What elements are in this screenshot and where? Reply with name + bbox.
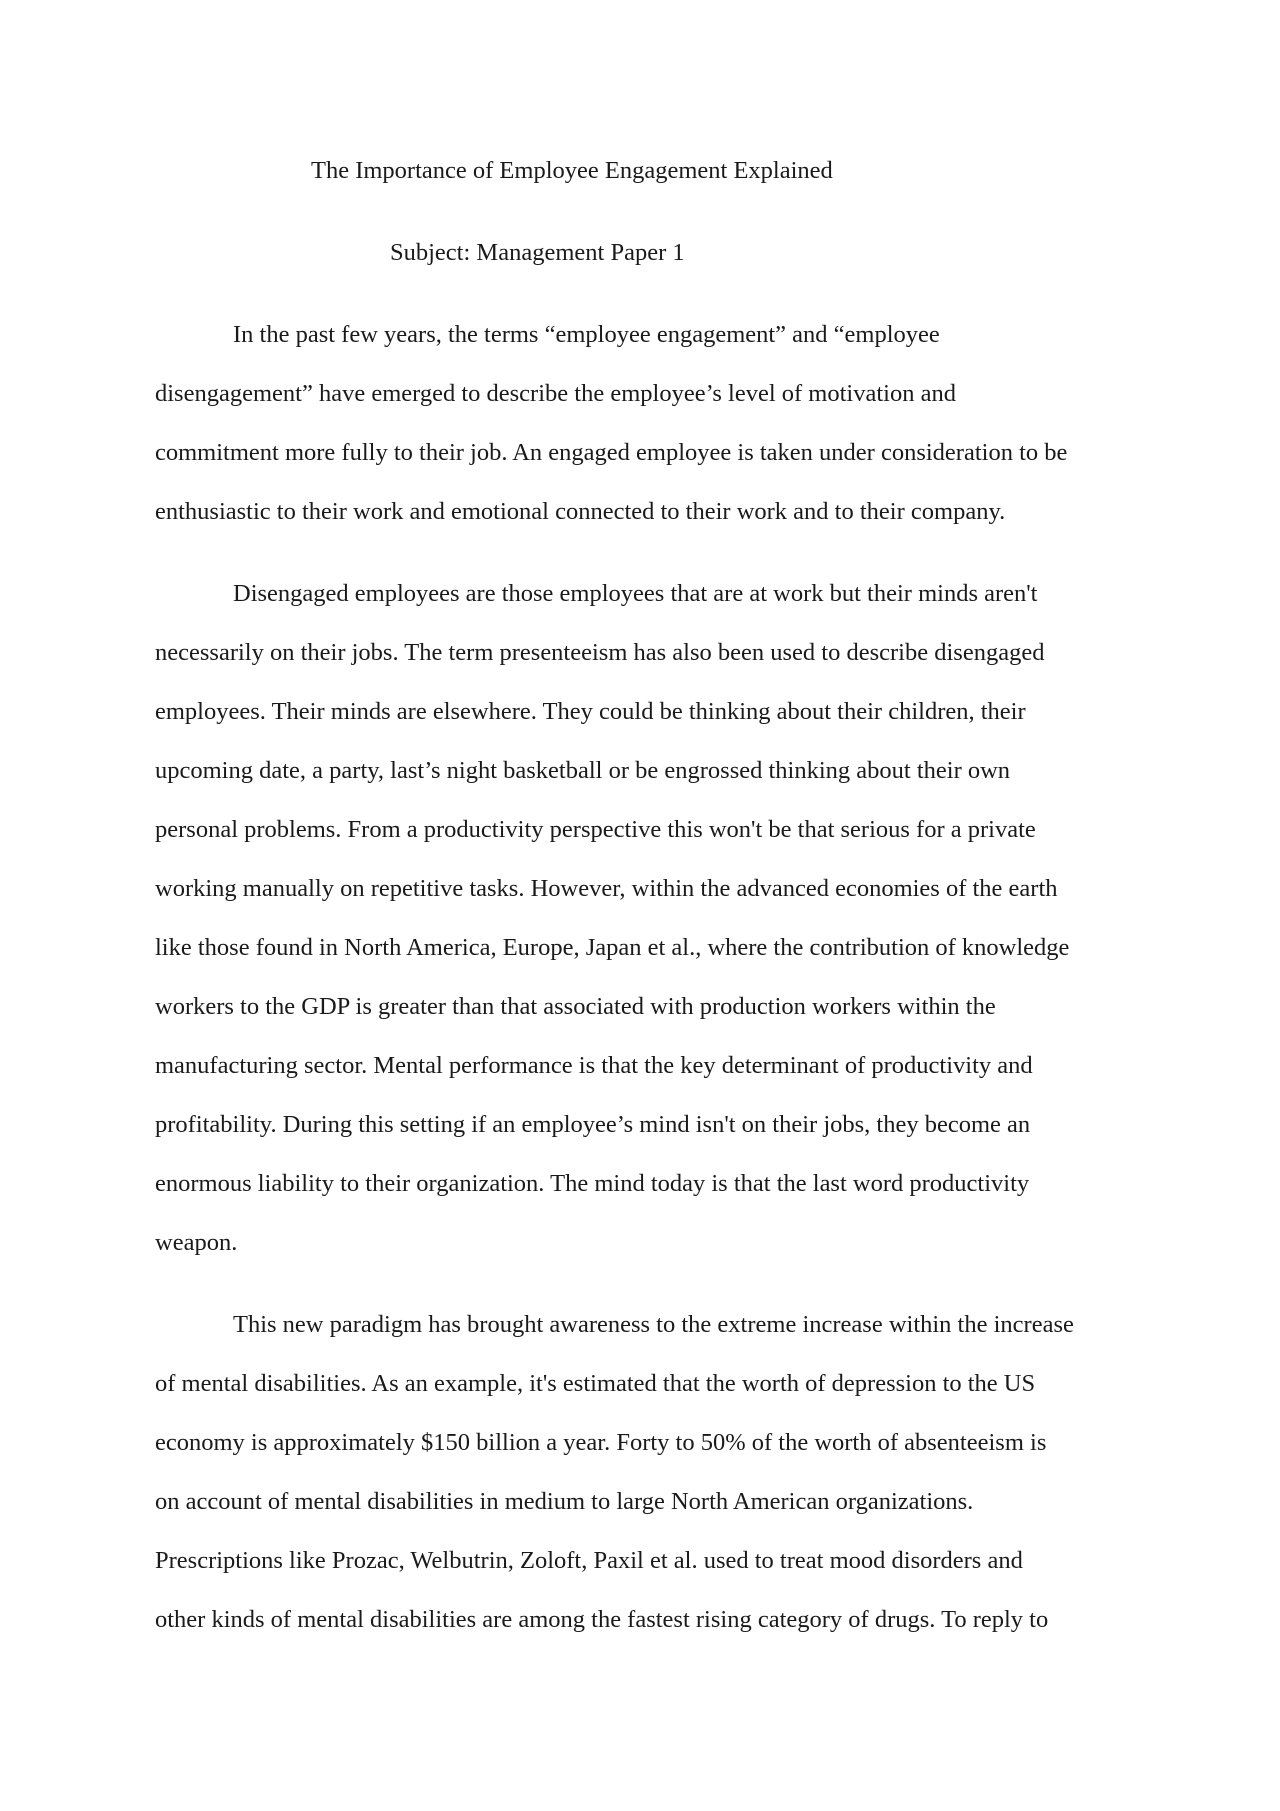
document-title: The Importance of Employee Engagement Explained <box>311 157 833 184</box>
paragraph-2-line-9: manufacturing sector. Mental performance is that the key determinant of productivity and <box>155 1052 1033 1079</box>
paragraph-3-line-4: on account of mental disabilities in medium to large North American organizations. <box>155 1488 974 1515</box>
paragraph-1-line-1: In the past few years, the terms “employee engagement” and “employee <box>233 321 940 348</box>
paragraph-3-line-3: economy is approximately $150 billion a year. Forty to 50% of the worth of absenteeism is <box>155 1429 1047 1456</box>
paragraph-3-line-6: other kinds of mental disabilities are among the fastest rising category of drugs. To reply to <box>155 1606 1049 1633</box>
paragraph-3-line-2: of mental disabilities. As an example, it's estimated that the worth of depression to the US <box>155 1370 1036 1397</box>
paragraph-2-line-3: employees. Their minds are elsewhere. They could be thinking about their children, their <box>155 698 1026 725</box>
paragraph-3-line-1: This new paradigm has brought awareness to the extreme increase within the increase <box>233 1311 1074 1338</box>
paragraph-2-line-2: necessarily on their jobs. The term presenteeism has also been used to describe disengaged <box>155 639 1045 666</box>
paragraph-2-line-11: enormous liability to their organization. The mind today is that the last word productivity <box>155 1170 1030 1197</box>
paragraph-1-line-3: commitment more fully to their job. An engaged employee is taken under consideration to be <box>155 439 1068 466</box>
paragraph-1-line-4: enthusiastic to their work and emotional connected to their work and to their company. <box>155 498 1006 525</box>
paragraph-1-line-2: disengagement” have emerged to describe the employee’s level of motivation and <box>155 380 956 407</box>
paragraph-2-line-10: profitability. During this setting if an employee’s mind isn't on their jobs, they become an <box>155 1111 1031 1138</box>
paragraph-2-line-8: workers to the GDP is greater than that associated with production workers within the <box>155 993 996 1020</box>
document-subject: Subject: Management Paper 1 <box>390 239 685 266</box>
paragraph-2-line-12: weapon. <box>155 1229 238 1256</box>
paragraph-2-line-6: working manually on repetitive tasks. However, within the advanced economies of the earth <box>155 875 1058 902</box>
paragraph-2-line-7: like those found in North America, Europe, Japan et al., where the contribution of knowledge <box>155 934 1070 961</box>
paragraph-2-line-1: Disengaged employees are those employees that are at work but their minds aren't <box>233 580 1038 607</box>
paragraph-2-line-5: personal problems. From a productivity perspective this won't be that serious for a private <box>155 816 1036 843</box>
paragraph-2-line-4: upcoming date, a party, last’s night basketball or be engrossed thinking about their own <box>155 757 1011 784</box>
paragraph-3-line-5: Prescriptions like Prozac, Welbutrin, Zoloft, Paxil et al. used to treat mood disorders and <box>155 1547 1023 1574</box>
